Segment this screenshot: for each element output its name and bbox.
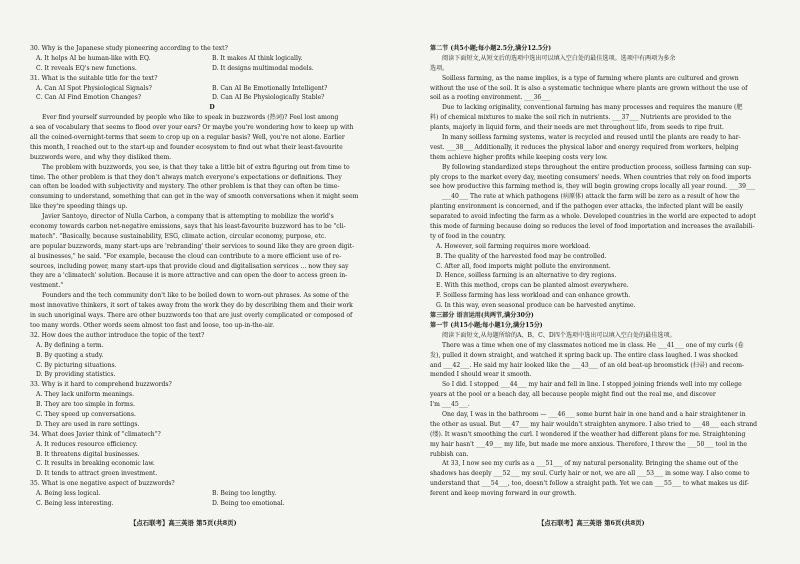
right-text-line: B. The quality of the harvested food may be controlled. (436, 252, 607, 260)
left-text-line: 30. Why is the Japanese study pioneering according to the text? (30, 45, 228, 52)
left-text-line: Ever find yourself surrounded by people who like to speak in buzzwords (热词)? Feel lost among (42, 114, 339, 122)
left-text-line: too many words. Other words seem almost too fast and loose, too up-in-the-air. (30, 321, 275, 329)
right-text-line: C. After all, food imports might pollute the environment. (436, 262, 611, 270)
left-text-line: a sea of vocabulary that seems to flood over your ears? Or maybe you're wondering how to keep up with (30, 124, 354, 132)
left-text-line: B. They are too simple in forms. (36, 401, 135, 409)
right-text-line: shadows has deeply ___52___ my soul. Curly hair or not, we are all ___53___ in some way. I also come to (430, 470, 750, 478)
left-text-line (30, 489, 394, 499)
left-text-line: D (209, 104, 215, 112)
right-text-line: So I did. I stopped ___44___ my hair and fell in line. I stopped joining friends well into my college (442, 381, 742, 389)
right-text-line: ___40___ The rate at which pathogens (病原体) attack the farm will be zero as a result of how the (442, 193, 740, 201)
footer-right: 【点石联考】高三英语 第6页(共8页) (538, 519, 645, 527)
left-text-line: A. It reduces resource efficiency. (36, 440, 138, 448)
left-text-line: Founders and the tech community don't like to be boiled down to worn-out phrases. As some of the (42, 292, 349, 300)
left-text-line: like they're speeding things up. (30, 203, 128, 211)
option-text: A. It helps AI be human-like with EQ. (36, 54, 151, 62)
left-text-line: buzzwords were, and why they disliked them. (30, 153, 172, 161)
right-text-line: them achieve higher profits while keeping costs very low. (430, 153, 608, 161)
left-text-line: B. By quoting a study. (36, 351, 104, 359)
right-text-line: this mode of farming because doing so reduces the level of food importation and increases the availabili- (430, 223, 755, 231)
right-text-line: plants, majorly in liquid form, and their needs are met throughout life, from seeds to ripe fruit. (430, 124, 724, 132)
left-text-line: are popular buzzwords, many start-ups are 'rebranding' their services to sound like they are green digit- (30, 242, 355, 250)
option-text: C. It reveals EQ's new functions. (36, 64, 137, 72)
right-text-line: mended I should wear it smooth. (430, 371, 532, 379)
left-text-line: 34. What does Javier think of "climatech"? (30, 430, 161, 438)
left-text-line: matech". "Basically, because sustainability, ESG, climate action, circular economy, purpose, etc. (30, 232, 327, 240)
right-text-line: Due to lacking originality, conventional farming has many processes and requires the manure (肥 (442, 104, 743, 112)
left-text-line (30, 499, 394, 509)
right-text-line: Soilless farming, as the name implies, is a type of farming where plants are cultured and grown (442, 74, 739, 82)
left-text-line: A. By defining a term. (36, 341, 104, 349)
left-text-line: The problem with buzzwords, you see, is that they take a little bit of extra figuring out from time to (42, 163, 350, 171)
right-text-line: 第二节 (共5小题;每小题2.5分,满分12.5分) (430, 45, 552, 52)
option-text: C. Being less interesting. (36, 499, 114, 507)
left-text-line: consuming to understand, something that can get in the way of smooth conversations when it might seem (30, 193, 359, 201)
left-text-line (30, 54, 394, 64)
left-text-line: economy towards carbon net-negative emissions, says that his least-favourite buzzword has to be "cli- (30, 223, 346, 231)
left-text-line: Javier Santoyo, director of Nulla Carbon, a company that is attempting to mobilize the world's (42, 213, 334, 221)
left-text-line: D. It tends to attract green investment. (36, 470, 158, 478)
left-text-line: 35. What is one negative aspect of buzzwords? (30, 480, 175, 488)
right-text-line: 料) of chemical mixtures to make the soil rich in nutrients. ___37___ Nutrients are provided to the (430, 114, 732, 122)
left-text-line: al businesses," he said. "For example, because the cloud can contribute to a more efficient use of re- (30, 252, 342, 260)
left-text-line: A. They lack uniform meanings. (36, 391, 135, 399)
left-text-line: vestment." (30, 282, 64, 290)
option-text: D. It designs multimodal models. (212, 64, 314, 72)
option-text: C. Can AI Find Emotion Changes? (36, 94, 142, 102)
right-text-line: By following standardized steps throughout the entire production process, soilless farming can sup- (442, 163, 752, 171)
left-text-line: time. The other problem is that they don't always match everyone's expectations or definitions. They (30, 173, 342, 181)
right-text-line: G. In this way, even seasonal produce can be harvested anytime. (436, 302, 636, 310)
right-text-line: 选项。 (430, 64, 449, 72)
left-text-line: all the coined-overnight-terms that seem to crop up on a regular basis? Well, you're not alone. Earlier (30, 134, 345, 142)
right-text-line: 第三部分 语言运用(共两节,满分30分) (430, 312, 534, 320)
right-text-line: rubbish can. (430, 450, 469, 458)
right-text-line: separated to avoid infecting the farm as a whole. Developed countries in the world are expected to adopt (430, 213, 756, 221)
option-text: B. Being too lengthy. (212, 490, 277, 498)
left-text-line: sources, including power, many start-ups that provide cloud and digitalisation services ... now they say (30, 262, 349, 270)
left-text-line: 31. What is the suitable title for the text? (30, 74, 158, 82)
left-text-line: C. They speed up conversations. (36, 410, 136, 418)
right-text-line: E. With this method, crops can be planted almost everywhere. (436, 282, 629, 290)
left-text-line (30, 93, 394, 103)
left-text-line (30, 64, 394, 74)
left-text-line: C. It results in breaking economic law. (36, 460, 155, 468)
left-text-line: 32. How does the author introduce the topic of the text? (30, 331, 205, 339)
right-text-line: years at the pool or a beach day, all because people might find out the real me, and discover (430, 391, 716, 399)
option-text: D. Being too emotional. (212, 499, 285, 507)
left-text-line (30, 84, 394, 94)
left-text-line: can often be loaded with subjectivity and mystery. The other problem is that they can often be time- (30, 183, 340, 191)
right-text-line: 第一节 (共15小题;每小题1分,满分15分) (430, 321, 543, 329)
option-text: B. Can AI Be Emotionally Intelligent? (212, 84, 328, 92)
left-text-line: this month, I reached out to the start-up and founder ecosystem to find out what their least-favourite (30, 143, 343, 151)
option-text: A. Can AI Spot Physiological Signals? (36, 84, 152, 92)
left-column (30, 44, 394, 509)
right-text-line: 阅读下面短文,从每题所给的A、B、C、D四个选项中选出可以填入空白处的最佳选项。 (442, 331, 676, 339)
right-text-line: ply crops to the market every day, meeting consumers' needs. When countries that rely on food imports (430, 173, 751, 181)
right-text-line: 阅读下面短文,从短文后的选项中选出可以填入空白处的最佳选项。选项中有两项为多余 (442, 54, 676, 62)
right-text-line: ferent and keep moving forward in our growth. (430, 490, 577, 498)
right-text-line: soil as a rooting environment. ___36___ (430, 94, 551, 102)
left-text-line: D. By providing statistics. (36, 371, 116, 379)
right-text-line: understand that ___54___, too, doesn't follow a straight path. Yet we can ___55___ to what makes us dif- (430, 480, 749, 488)
footer-left: 【点石联考】高三英语 第5页(共8页) (130, 519, 237, 527)
right-text-line: I'm ___45___. (430, 401, 470, 409)
option-text: D. Can AI Be Physiologically Stable? (212, 94, 325, 102)
right-text-line: There was a time when one of my classmates noticed me in class. He ___41___ one of my curls (卷 (442, 341, 744, 349)
left-text-line: 33. Why is it hard to comprehend buzzwords? (30, 381, 172, 389)
left-text-line: in such unoriginal ways. There are other buzzwords too that are just overly complicated or composed of (30, 312, 353, 320)
right-text-line: my hair hasn't ___49___ my life, but made me more anxious. Therefore, I threw the ___50___ tool in the (430, 440, 747, 448)
right-text-line: One day, I was in the bathroom — ___46___ some burnt hair in one hand and a hair straightener in (442, 410, 746, 418)
right-text-line: see how productive this farming method is, they will begin growing crops locally all year round. ___39___ (430, 183, 756, 191)
right-text-line: ty of food in the country. (430, 232, 506, 240)
right-text-line: F. Soilless farming has less workload and can enhance growth. (436, 292, 631, 300)
right-text-line: vest. ___38___ Additionally, it reduces the physical labor and energy required from workers, helping (430, 143, 739, 151)
left-text-line: they are a 'climatech' solution. Because it is more attractive and can open the door to access green in- (30, 272, 348, 280)
right-text-line: and ___42___. He said my hair looked like the ___43___ of an old beat-up broomstick (扫帚) and recom- (430, 361, 745, 369)
right-text-line: planting environment is concerned, and if the pathogen ever attacks, the infected plant will be easily (430, 203, 744, 211)
option-text: B. It makes AI think logically. (212, 54, 303, 62)
right-text-line: In many soilless farming systems, water is recycled and reused until the plants are ready to har- (442, 134, 741, 142)
right-text-line: A. However, soil farming requires more workload. (436, 242, 591, 250)
left-text-line: D. They are used in rare settings. (36, 420, 140, 428)
right-text-line: D. Hence, soilless farming is an alternative to dry regions. (436, 272, 617, 280)
right-text-line: the other as usual. But ___47___ my hair wouldn't straighten anymore. I also tried to ___48___ each strand (430, 420, 758, 428)
right-text-line: 发), pulled it down straight, and watched it spring back up. The entire class laughed. I was shocked (430, 351, 738, 359)
option-text: A. Being less logical. (36, 490, 101, 498)
right-text-line: without the use of the soil. It is also a systematic technique where plants are grown without the use of (430, 84, 748, 92)
left-text-line: C. By picturing situations. (36, 361, 117, 369)
right-text-line: At 33, I now see my curls as a ___51___ of my natural personality. Bringing the shame out of the (442, 460, 738, 468)
right-column (430, 44, 782, 499)
left-text-line: B. It threatens digital businesses. (36, 450, 140, 458)
right-text-line: (缕). It wasn't smoothing the curl. I wondered if the weather had different plans for me. Straightening (430, 430, 746, 438)
left-text-line: most innovative thinkers, it sort of takes away from the work they do by describing them and their work (30, 302, 353, 310)
